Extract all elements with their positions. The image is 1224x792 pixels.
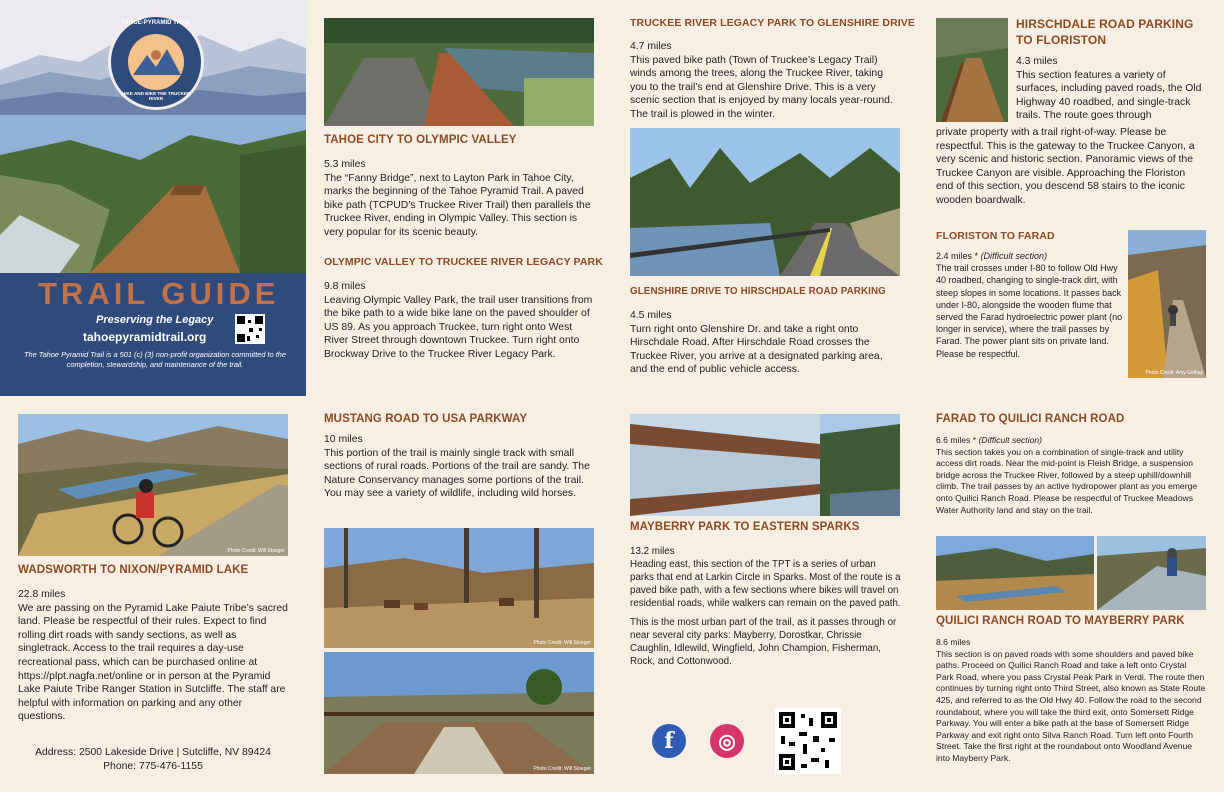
quilici-text	[936, 637, 1206, 765]
wadsworth-address: Address: 2500 Lakeside Drive | Sutcliffe, NV 89424	[35, 747, 271, 758]
hirschdale-body-full: private property with a trail right-of-way. Please be respectful. This is the gateway to the Truckee Canyon, a very scenic and historic section. Panoramic views of the Truckee Canyon are visible. Approaching the Floriston end of this section, you descend 58 stairs to the iconic wooden boardwalk.	[936, 127, 1195, 206]
photo-wadsworth-biker	[18, 414, 288, 556]
wadsworth-phone[interactable]: Phone: 775-476-1155	[103, 761, 203, 772]
facebook-glyph: f	[664, 728, 674, 754]
wadsworth-text	[18, 588, 290, 724]
instagram-icon[interactable]	[710, 724, 744, 758]
farad-distance: 6.6 miles *	[936, 435, 977, 445]
mayberry-text	[630, 545, 902, 668]
legacy-park-body: This paved bike path (Town of Truckee’s Legacy Trail) winds among the trees, along the Truckee River, taking you to the trail’s end at Glenshire Drive. This is a very scenic section that is enjoyed by many locals year-round. The trail is plowed in the winter.	[630, 54, 893, 120]
logo-text: TAHOE-PYRAMID TRAIL	[121, 20, 191, 26]
photo-fleish-bridge	[1097, 536, 1206, 610]
instagram-glyph: ◎	[718, 730, 736, 753]
legacy-park-text	[630, 40, 902, 122]
quilici-distance: 8.6 miles	[936, 637, 971, 647]
olympic-valley-body: Leaving Olympic Valley Park, the trail user transitions from the bike path to a wide bike lane on the paved shoulder of US 89. As you approach Truckee, turn right onto West River Street through downtown Truckee. Turn right onto Brockway Drive to the Truckee River Legacy Park.	[324, 294, 593, 360]
hirschdale-text-right	[1016, 55, 1202, 123]
facebook-icon[interactable]	[652, 724, 686, 758]
hirschdale-body-right: This section features a variety of surfaces, including paved roads, the Old Highway 40 roadbed, and single-track trails. The route goes through	[1016, 69, 1202, 122]
cover-mountain-banner	[0, 0, 306, 115]
hirschdale-distance: 4.3 miles	[1016, 56, 1058, 67]
glenshire-distance: 4.5 miles	[630, 310, 672, 321]
website-url[interactable]: tahoepyramidtrail.org	[83, 330, 207, 344]
photo-floriston-biker	[1128, 230, 1206, 378]
photo-mayberry-bridge	[630, 414, 900, 516]
footer-qr-code[interactable]	[775, 708, 841, 774]
photo-hirschdale-boardwalk	[936, 18, 1008, 122]
floriston-photo-credit: Photo Credit: Amy Gelbay	[1145, 370, 1203, 376]
tahoe-city-body: The “Fanny Bridge”, next to Layton Park in Tahoe City, marks the beginning of the Tahoe Pyramid Trail. A paved bike path (TCPUD’s Truckee River Trail) then parallels the Truckee River, ending in Olympic Valley. This section is very popular for its scenic beauty.	[324, 172, 591, 238]
floriston-text	[936, 250, 1124, 360]
heading-floriston: FLORISTON TO FARAD	[936, 230, 1055, 242]
mustang-photo-credit-2: Photo Credit: Will Stoeger	[533, 766, 591, 772]
heading-olympic-valley: OLYMPIC VALLEY TO TRUCKEE RIVER LEGACY PARK	[324, 256, 603, 268]
mayberry-body2: This is the most urban part of the trail, as it passes through or near several city parks: Mayberry, Dorostkar, Chrissie Caughlin, Idlewild, Wingfield, John Champion, Fisherman, Rock, and Cottonwood.	[630, 617, 897, 667]
heading-tahoe-city: TAHOE CITY TO OLYMPIC VALLEY	[324, 134, 517, 146]
quilici-body: This section is on paved roads with some shoulders and paved bike paths. Proceed on Quilici Ranch Road and take a left onto Crystal Park Road, where you pass Crystal Peak Park in Verdi. The route then continues by turning right onto Third Street, also known as State Route 425, and referred to as the Old Hwy 40. Follow the road to the second roundabout, where you will take the third exit, onto Somersett Ridge Parkway. You will enter a bike path at the base of Somersett Ridge Parkway and exit right onto Silva Ranch Road. Turn left onto Fourth Street. Take the first right at the roundabout onto Woodland Avenue into Mayberry Park.	[936, 648, 1206, 763]
logo-subtext: HIKE AND BIKE THE TRUCKEE RIVER	[121, 91, 191, 101]
mustang-photo-credit-1: Photo Credit: Will Stoeger	[533, 640, 591, 646]
tahoe-city-text	[324, 158, 596, 240]
tahoe-city-distance: 5.3 miles	[324, 159, 366, 170]
glenshire-text	[630, 309, 902, 377]
wadsworth-photo-credit: Photo Credit: Will Stoeger	[227, 548, 285, 554]
mustang-body: This portion of the trail is mainly single track with small sections of rural roads. Portions of the trail are sandy. The Nature Conservancy manages some portions of the trail. You may see a variety of wildlife, including wild horses.	[324, 447, 590, 500]
trail-guide-title: TRAIL GUIDE	[38, 276, 280, 311]
floriston-distance: 2.4 miles *	[936, 251, 979, 261]
floriston-body: The trail crosses under I-80 to follow Old Hwy 40 roadbed, changing to single-track dirt, with steep slopes in some locations. It passes back under I-80, alongside the wooden flume that served the Farad hydroelectric power plant (no longer in service), where the trail passes by Farad. The power plant sits on private land. Please be respectful.	[936, 263, 1123, 359]
photo-mustang-bridge	[324, 652, 594, 774]
olympic-valley-text	[324, 280, 598, 362]
heading-mustang: MUSTANG ROAD TO USA PARKWAY	[324, 413, 528, 425]
mayberry-distance: 13.2 miles	[630, 546, 675, 557]
heading-legacy-park: TRUCKEE RIVER LEGACY PARK TO GLENSHIRE DRIVE	[630, 17, 916, 29]
photo-wild-horses	[324, 528, 594, 648]
cover-panel	[0, 0, 306, 396]
photo-river-bridge	[324, 18, 594, 126]
floriston-difficulty: (Difficult section)	[980, 251, 1048, 261]
mustang-distance: 10 miles	[324, 434, 363, 445]
legacy-park-distance: 4.7 miles	[630, 41, 672, 52]
farad-difficulty: (Difficult section)	[978, 435, 1043, 445]
wadsworth-body: We are passing on the Pyramid Lake Paiute Tribe’s sacred land. Please be respectful of their rules. Expect to find rolling dirt roads with sandy sections, as well as singletrack. Access to the trail requires a day-use recreational pass, which can be purchased online at https://plpt.nagfa.net/online or in person at the Pyramid Lake Paiute Tribe Ranger Station in Sutcliffe. The staff are helpful with information on parking and any other questions.	[18, 602, 288, 723]
photo-farad-river	[936, 536, 1094, 610]
wadsworth-distance: 22.8 miles	[18, 589, 66, 600]
cover-qr-code[interactable]	[235, 314, 265, 344]
mayberry-body: Heading east, this section of the TPT is a series of urban parks that end at Larkin Circle in Sparks. Most of the route is a paved bike path, with a few sections where bikes will travel on residential roads, while walkers can remain on the paved path.	[630, 559, 901, 609]
heading-quilici: QUILICI RANCH ROAD TO MAYBERRY PARK	[936, 615, 1185, 627]
slogan: Preserving the Legacy	[96, 314, 214, 326]
farad-body: This section takes you on a combination of single-track and utility access dirt roads. Near the mid-point is Fleish Bridge, a suspension bridge across the Truckee River, followed by a steep uphill/downhill climb. The trail passes by an active hydropower plant as you emerge onto Quilici Ranch Road. Please be respectful of Truckee Meadows Water Authority land and stay on the trail.	[936, 446, 1198, 515]
heading-glenshire: GLENSHIRE DRIVE TO HIRSCHDALE ROAD PARKING	[630, 286, 886, 297]
cover-photo-boardwalk	[0, 115, 306, 273]
trail-logo	[108, 14, 204, 110]
heading-farad: FARAD TO QUILICI RANCH ROAD	[936, 413, 1125, 425]
olympic-valley-distance: 9.8 miles	[324, 281, 366, 292]
heading-mayberry: MAYBERRY PARK TO EASTERN SPARKS	[630, 521, 860, 533]
nonprofit-note: The Tahoe Pyramid Trail is a 501 (c) (3) non-profit organization committed to the completion, stewardship, and maintenance of the trail.	[23, 350, 287, 369]
heading-hirschdale: HIRSCHDALE ROAD PARKING TO FLORISTON	[1016, 17, 1194, 47]
mustang-text	[324, 433, 596, 501]
farad-text	[936, 435, 1206, 516]
glenshire-body: Turn right onto Glenshire Dr. and take a right onto Hirschdale Road. After Hirschdale Road crosses the Truckee River, you arrive at a designated parking area, and the end of public vehicle access.	[630, 323, 883, 376]
photo-legacy-trail	[630, 128, 900, 276]
heading-wadsworth: WADSWORTH TO NIXON/PYRAMID LAKE	[18, 564, 249, 576]
